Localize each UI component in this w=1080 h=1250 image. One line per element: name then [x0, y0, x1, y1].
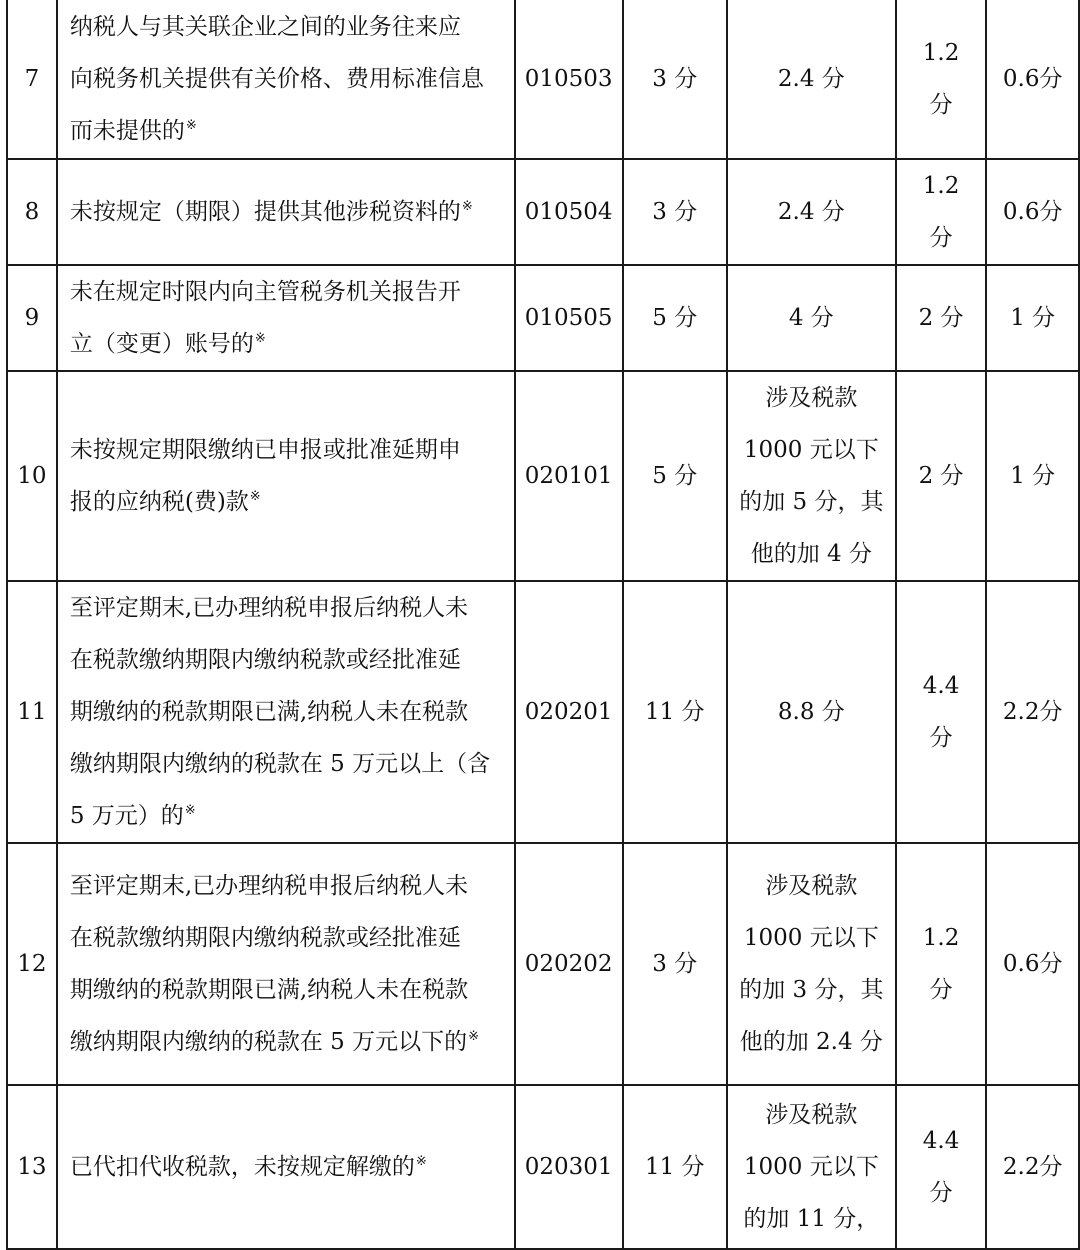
indicator-description-cell	[57, 265, 515, 371]
deduction-c-cell	[986, 159, 1079, 265]
reference-mark: ※	[415, 1154, 427, 1170]
standard-deduction: 11 分	[644, 699, 705, 725]
description-line: 已代扣代收税款，未按规定解缴的	[69, 1154, 415, 1180]
deduction-c: 2.2分	[1002, 699, 1063, 725]
indicator-code-cell	[515, 843, 623, 1085]
indicator-code-cell	[515, 581, 623, 843]
row-number-cell	[7, 581, 57, 843]
deduction-b-line: 分	[929, 977, 953, 1003]
deduction-b-cell	[896, 1085, 987, 1249]
row-number: 7	[24, 66, 40, 92]
description-last-line	[70, 1141, 508, 1193]
deduction-b-line: 分	[929, 1180, 953, 1206]
indicator-code: 010505	[524, 305, 613, 331]
deduction-a-line: 2.4 分	[777, 199, 845, 225]
deduction-a-cell	[727, 371, 896, 581]
row-number: 10	[17, 463, 47, 489]
standard-deduction: 3 分	[652, 951, 698, 977]
description-line: 立（变更）账号的	[69, 331, 254, 357]
deduction-b-cell	[896, 0, 987, 159]
row-number-cell	[7, 371, 57, 581]
description-last-line	[70, 186, 508, 238]
deduction-a-line: 的加 11 分，	[743, 1206, 880, 1232]
deduction-b-cell	[896, 265, 987, 371]
standard-deduction-cell	[623, 371, 727, 581]
deduction-a-line: 他的加 2.4 分	[739, 1029, 883, 1055]
description-line: 纳税人与其关联企业之间的业务往来应	[69, 14, 461, 40]
deduction-c-cell	[986, 1085, 1079, 1249]
indicator-description-cell	[57, 371, 515, 581]
deduction-a-cell	[727, 1085, 896, 1249]
description-line: 在税款缴纳期限内缴纳税款或经批准延	[69, 647, 461, 673]
description-line: 5 万元）的	[69, 803, 184, 829]
deduction-b-line: 1.2	[922, 40, 960, 66]
deduction-a-line: 涉及税款	[765, 1102, 858, 1128]
table-body	[7, 0, 1079, 1249]
indicator-description-cell	[57, 843, 515, 1085]
table-row	[7, 0, 1079, 159]
description-line: 未按规定期限缴纳已申报或批准延期申	[69, 437, 461, 463]
description-line: 缴纳期限内缴纳的税款在 5 万元以上（含	[69, 751, 491, 777]
standard-deduction: 3 分	[652, 199, 698, 225]
deduction-b-cell	[896, 159, 987, 265]
description-last-line	[70, 476, 508, 528]
row-number: 9	[24, 305, 40, 331]
deduction-c: 1 分	[1010, 305, 1056, 331]
standard-deduction-cell	[623, 581, 727, 843]
deduction-a-cell	[727, 0, 896, 159]
description-line: 期缴纳的税款期限已满,纳税人未在税款	[69, 699, 469, 725]
reference-mark: ※	[254, 331, 266, 347]
deduction-b-line: 分	[929, 92, 953, 118]
deduction-b-line: 1.2	[922, 173, 960, 199]
standard-deduction-cell	[623, 159, 727, 265]
table-row	[7, 843, 1079, 1085]
indicator-code: 020202	[524, 951, 613, 977]
deduction-a-line: 8.8 分	[777, 699, 845, 725]
row-number: 12	[17, 951, 47, 977]
deduction-c-cell	[986, 265, 1079, 371]
deduction-a-line: 4 分	[788, 305, 834, 331]
row-number: 13	[17, 1154, 47, 1180]
row-number-cell	[7, 265, 57, 371]
deduction-score-table	[6, 0, 1080, 1250]
deduction-b-line: 4.4	[922, 1128, 960, 1154]
description-last-line	[70, 105, 508, 157]
row-number: 8	[24, 199, 40, 225]
description-line: 期缴纳的税款期限已满,纳税人未在税款	[69, 977, 469, 1003]
description-line: 至评定期末,已办理纳税申报后纳税人未	[69, 595, 469, 621]
deduction-a-line: 涉及税款	[765, 873, 858, 899]
deduction-a-line: 1000 元以下	[743, 1154, 879, 1180]
deduction-a-line: 1000 元以下	[743, 437, 879, 463]
description-line: 在税款缴纳期限内缴纳税款或经批准延	[69, 925, 461, 951]
deduction-c: 0.6分	[1002, 951, 1063, 977]
table-row	[7, 265, 1079, 371]
description-last-line	[70, 790, 508, 842]
deduction-c: 2.2分	[1002, 1154, 1063, 1180]
standard-deduction-cell	[623, 1085, 727, 1249]
description-line: 报的应纳税(费)款	[69, 489, 249, 515]
description-last-line	[70, 318, 508, 370]
indicator-code: 010503	[524, 66, 613, 92]
description-line: 向税务机关提供有关价格、费用标准信息	[69, 66, 484, 92]
deduction-c-cell	[986, 371, 1079, 581]
deduction-a-cell	[727, 581, 896, 843]
description-line: 未在规定时限内向主管税务机关报告开	[69, 279, 461, 305]
deduction-b-line: 1.2	[922, 925, 960, 951]
indicator-code-cell	[515, 265, 623, 371]
deduction-b-line: 2 分	[918, 305, 964, 331]
deduction-a-line: 的加 3 分，其	[739, 977, 884, 1003]
indicator-description-cell	[57, 1085, 515, 1249]
reference-mark: ※	[461, 199, 473, 215]
deduction-a-cell	[727, 843, 896, 1085]
deduction-b-cell	[896, 581, 987, 843]
description-line: 至评定期末,已办理纳税申报后纳税人未	[69, 873, 469, 899]
standard-deduction-cell	[623, 843, 727, 1085]
deduction-b-line: 分	[929, 225, 953, 251]
table-row	[7, 1085, 1079, 1249]
table-row	[7, 371, 1079, 581]
standard-deduction-cell	[623, 0, 727, 159]
table-row	[7, 581, 1079, 843]
deduction-c: 0.6分	[1002, 199, 1063, 225]
deduction-b-cell	[896, 371, 987, 581]
deduction-c: 1 分	[1010, 463, 1056, 489]
description-line: 未按规定（期限）提供其他涉税资料的	[69, 199, 461, 225]
indicator-code-cell	[515, 159, 623, 265]
deduction-b-line: 分	[929, 725, 953, 751]
row-number-cell	[7, 1085, 57, 1249]
deduction-b-line: 2 分	[918, 463, 964, 489]
table-row	[7, 159, 1079, 265]
deduction-c-cell	[986, 581, 1079, 843]
indicator-code: 020301	[524, 1154, 613, 1180]
deduction-a-line: 的加 5 分，其	[739, 489, 884, 515]
indicator-code-cell	[515, 0, 623, 159]
deduction-c: 0.6分	[1002, 66, 1063, 92]
deduction-a-line: 他的加 4 分	[750, 541, 872, 567]
deduction-b-line: 4.4	[922, 673, 960, 699]
indicator-description-cell	[57, 0, 515, 159]
deduction-a-line: 涉及税款	[765, 385, 858, 411]
deduction-a-cell	[727, 159, 896, 265]
deduction-a-line: 2.4 分	[777, 66, 845, 92]
reference-mark: ※	[184, 803, 196, 819]
indicator-description-cell	[57, 581, 515, 843]
reference-mark: ※	[249, 489, 261, 505]
deduction-c-cell	[986, 843, 1079, 1085]
deduction-a-line: 1000 元以下	[743, 925, 879, 951]
row-number: 11	[17, 699, 47, 725]
row-number-cell	[7, 843, 57, 1085]
deduction-c-cell	[986, 0, 1079, 159]
standard-deduction-cell	[623, 265, 727, 371]
indicator-code-cell	[515, 1085, 623, 1249]
indicator-description-cell	[57, 159, 515, 265]
reference-mark: ※	[468, 1029, 480, 1045]
standard-deduction: 5 分	[652, 463, 698, 489]
standard-deduction: 5 分	[652, 305, 698, 331]
deduction-b-cell	[896, 843, 987, 1085]
standard-deduction: 3 分	[652, 66, 698, 92]
description-line: 缴纳期限内缴纳的税款在 5 万元以下的	[69, 1029, 468, 1055]
standard-deduction: 11 分	[644, 1154, 705, 1180]
indicator-code: 010504	[524, 199, 613, 225]
row-number-cell	[7, 159, 57, 265]
indicator-code: 020101	[524, 463, 613, 489]
indicator-code: 020201	[524, 699, 613, 725]
row-number-cell	[7, 0, 57, 159]
deduction-a-cell	[727, 265, 896, 371]
indicator-code-cell	[515, 371, 623, 581]
description-line: 而未提供的	[69, 118, 185, 144]
description-last-line	[70, 1016, 508, 1068]
reference-mark: ※	[185, 118, 197, 134]
